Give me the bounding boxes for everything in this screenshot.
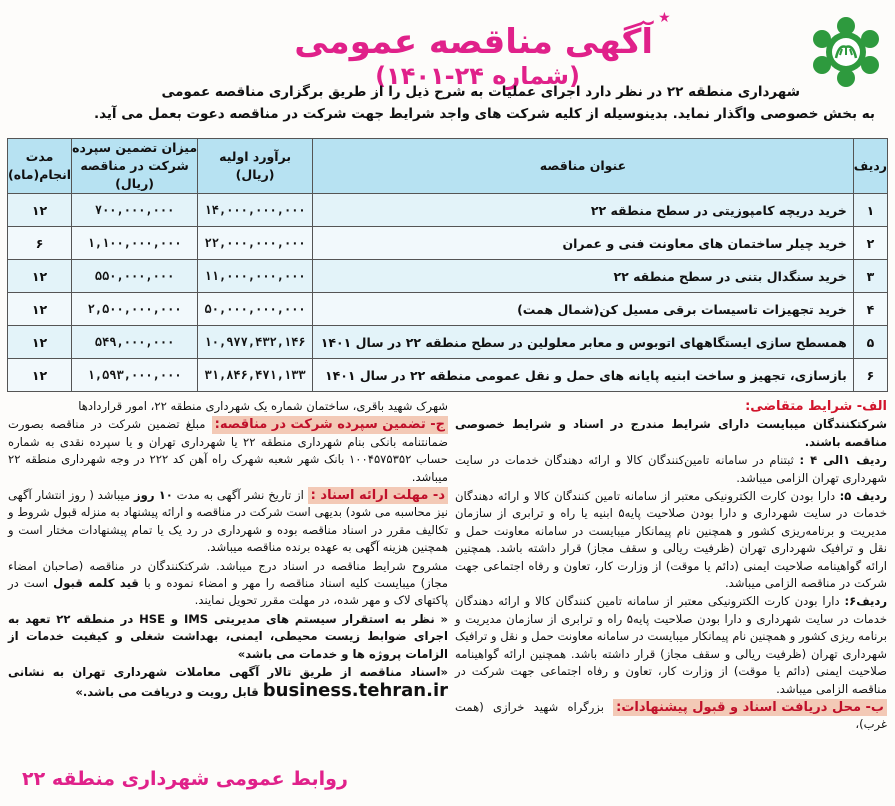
star-icon: ★ <box>658 10 671 26</box>
cell-estimate: ۱۴,۰۰۰,۰۰۰,۰۰۰ <box>198 194 313 227</box>
cell-estimate: ۲۲,۰۰۰,۰۰۰,۰۰۰ <box>198 227 313 260</box>
row6-text: دارا بودن کارت الکترونیکی معتبر از سامانه تامین کنندگان کالا و ارائه دهندگان خدمات در سایت شهرداری و دارا بودن صلاحیت پایه۵ راه و ترابری از سازمان مدیریت و برنامه ریزی کشور و همچنین نام پیمانکار میبایست در سامانه معاونت حمل و نقل و ترافیک شهرداری تهران (ظرفیت ریالی و سقف مجاز) قرار داشته باشد. همچنین ارائه گواهینامه صلاحیت ایمنی (دائم یا موقت) از وزارت کار، تعاون و رفاه اجتماعی جهت شرکت در مناقصه الزامی میباشد. <box>455 594 888 696</box>
header-idx: ردیف <box>853 139 887 194</box>
table-row <box>8 194 888 227</box>
header-duration: مدت انجام(ماه) <box>8 139 72 194</box>
intro-line-1: شهرداری منطقه ۲۲ در نظر دارد اجرای عملیات به شرح ذیل را از طریق برگزاری مناقصه عمومی <box>161 84 800 100</box>
cell-idx: ۳ <box>853 260 887 293</box>
cell-guarantee: ۷۰۰,۰۰۰,۰۰۰ <box>72 194 198 227</box>
section-a-text: شرکتکنندگان میبایست دارای شرایط مندرج در اسناد و شرایط خصوصی مناقصه باشند. <box>455 417 887 449</box>
section-c-text: مبلغ تضمین شرکت در مناقصه بصورت ضمانتنامه بانکی بنام شهرداری منطقه ۲۲ یا شهرداری تهران و یا سپرده نقدی به شماره حساب ۱۰۰۴۵۷۵۳۵۲ بانک شهر شعبه شهرک راه آهن کد ۲۲۲ در وجه شهرداری منطقه ۲۲ میباشد. <box>8 417 448 484</box>
cell-guarantee: ۲,۵۰۰,۰۰۰,۰۰۰ <box>72 293 198 326</box>
cell-duration: ۱۲ <box>8 359 72 392</box>
section-d-text-b: میباشد ( روز انتشار آگهی نیز محاسبه می شود) بدیهی است شرکت در مناقصه و ارائه پیشنهاد به منزله قبول شروط و تکالیف مقرر در اسناد مناقصه بوده و شهرداری در رد یک یا تمام پیشنهادات مختار است و همچنین هزینه آگهی به عهده برنده مناقصه میباشد. <box>8 488 448 555</box>
table-header-row <box>8 139 888 194</box>
cell-idx: ۴ <box>853 293 887 326</box>
table-row <box>8 227 888 260</box>
section-d-text-a: از تاریخ نشر آگهی به مدت <box>176 488 304 503</box>
section-d-text-c: مشروح شرایط مناقصه در اسناد درج میباشد. شرکتکنندگان در مناقصه (صاحبان امضاء مجاز) میبایست کلیه اسناد مناقصه را مهر و امضاء نموده و با <box>8 558 449 591</box>
cell-title: خرید سنگدال بتنی در سطح منطقه ۲۲ <box>313 260 854 293</box>
accept-phrase: قید کلمه قبول <box>53 576 139 591</box>
cell-idx: ۱ <box>853 194 887 227</box>
row1-4-label: ردیف ۱الی ۴ : <box>799 453 887 468</box>
table-row <box>8 326 888 359</box>
cell-title: خرید چیلر ساختمان های معاونت فنی و عمران <box>313 227 854 260</box>
cell-title: خرید دریچه کامپوزیتی در سطح منطقه ۲۲ <box>313 194 854 227</box>
header-estimate: برآورد اولیه (ریال) <box>198 139 313 194</box>
address-continuation: شهرک شهید باقری، ساختمان شماره یک شهرداری منطقه ۲۲، امور قراردادها <box>78 399 448 413</box>
cell-duration: ۱۲ <box>8 260 72 293</box>
details-column <box>8 398 448 764</box>
section-d-heading: د- مهلت ارائه اسناد : <box>308 487 448 504</box>
cell-duration: ۱۲ <box>8 326 72 359</box>
intro-line-2: به بخش خصوصی واگذار نماید. بدینوسیله از کلیه شرکت های واجد شرایط جهت شرکت در مناقصه دعوت بعمل می آید. <box>93 106 875 122</box>
cell-title: همسطح سازی ایستگاههای اتوبوس و معابر معلولین در سطح منطقه ۲۲ در سال ۱۴۰۱ <box>313 326 854 359</box>
row5-text: دارا بودن کارت الکترونیکی معتبر از سامانه تامین کنندگان کالا و ارائه دهندگان خدمات در سایت شهرداری و دارا بودن صلاحیت پایه۵ ابنیه یا راه و ترابری از سازمان مدیریت و برنامه‌ریزی کشور و همچنین نام پیمانکار میبایست در سامانه معاونت حمل و نقل و ترافیک شهرداری تهران (ظرفیت ریالی و سقف مجاز) قرار داشته باشد. همچنین ارائه گواهینامه صلاحیت ایمنی (دائم یا موقت) از وزارت کار، تعاون و رفاه اجتماعی جهت شرکت در مناقصه الزامی میباشد. <box>455 489 887 591</box>
section-d-text-d: است در پاکتهای لاک و مهر شده، در مهلت مقرر تحویل نمایند. <box>8 576 448 608</box>
section-b-text: بزرگراه شهید خرازی (همت غرب)، <box>455 699 887 732</box>
documents-notice-end: قابل رویت و دریافت می باشد.» <box>75 684 259 699</box>
public-relations-signature: روابط عمومی شهرداری منطقه ۲۲ <box>22 768 348 790</box>
cell-title: بازسازی، تجهیز و ساخت ابنیه پایانه های حمل و نقل عمومی منطقه ۲۲ در سال ۱۴۰۱ <box>313 359 854 392</box>
deadline-days: ۱۰ روز <box>134 488 173 503</box>
cell-guarantee: ۵۴۹,۰۰۰,۰۰۰ <box>72 326 198 359</box>
table-row <box>8 260 888 293</box>
documents-notice: «اسناد مناقصه از طریق تالار آگهی معاملات شهرداری تهران به نشانی <box>8 665 448 680</box>
row5-label: ردیف ۵: <box>839 489 887 504</box>
header-guarantee: میزان تضمین سپرده شرکت در مناقصه (ریال) <box>72 139 198 194</box>
notice-number: (شماره ۲۴-۱۴۰۱) <box>375 62 580 90</box>
cell-title: خرید تجهیزات تاسیسات برقی مسیل کن(شمال همت) <box>313 293 854 326</box>
tehran-municipality-logo <box>809 14 883 90</box>
section-b-heading: ب- محل دریافت اسناد و قبول پیشنهادات: <box>613 699 887 716</box>
cell-duration: ۱۲ <box>8 194 72 227</box>
main-title: آگهی مناقصه عمومی <box>294 22 654 62</box>
table-row <box>8 293 888 326</box>
cell-idx: ۶ <box>853 359 887 392</box>
row6-label: ردیف۶: <box>844 594 887 609</box>
cell-estimate: ۳۱,۸۴۶,۴۷۱,۱۳۳ <box>198 359 313 392</box>
cell-idx: ۵ <box>853 326 887 359</box>
cell-estimate: ۱۰,۹۷۷,۴۳۲,۱۴۶ <box>198 326 313 359</box>
business-site-link[interactable]: business.tehran.ir <box>262 679 448 701</box>
section-a-heading: الف- شرایط متقاضی: <box>745 399 887 414</box>
header-title: عنوان مناقصه <box>313 139 854 194</box>
cell-estimate: ۵۰,۰۰۰,۰۰۰,۰۰۰ <box>198 293 313 326</box>
conditions-column <box>455 398 887 792</box>
cell-estimate: ۱۱,۰۰۰,۰۰۰,۰۰۰ <box>198 260 313 293</box>
cell-guarantee: ۱,۱۰۰,۰۰۰,۰۰۰ <box>72 227 198 260</box>
section-c-heading: ج- تضمین سپرده شرکت در مناقصه: <box>212 416 448 433</box>
row1-4-text: ثبتنام در سامانه تامین‌کنندگان کالا و ارائه دهندگان خدمات در سایت شهرداری تهران الزامی میباشد. <box>455 453 887 485</box>
cell-guarantee: ۵۵۰,۰۰۰,۰۰۰ <box>72 260 198 293</box>
table-row <box>8 359 888 392</box>
cell-guarantee: ۱,۵۹۳,۰۰۰,۰۰۰ <box>72 359 198 392</box>
tender-table <box>7 138 888 392</box>
notice-title <box>190 10 775 90</box>
cell-idx: ۲ <box>853 227 887 260</box>
ims-hse-notice: « نظر به استقرار سیستم های مدیریتی IMS و HSE در منطقه ۲۲ تعهد به اجرای ضوابط زیست محیطی، ایمنی، بهداشت شغلی و کیفیت خدمات از الزامات پروژه ها و خدمات می باشد» <box>8 611 448 661</box>
cell-duration: ۶ <box>8 227 72 260</box>
cell-duration: ۱۲ <box>8 293 72 326</box>
